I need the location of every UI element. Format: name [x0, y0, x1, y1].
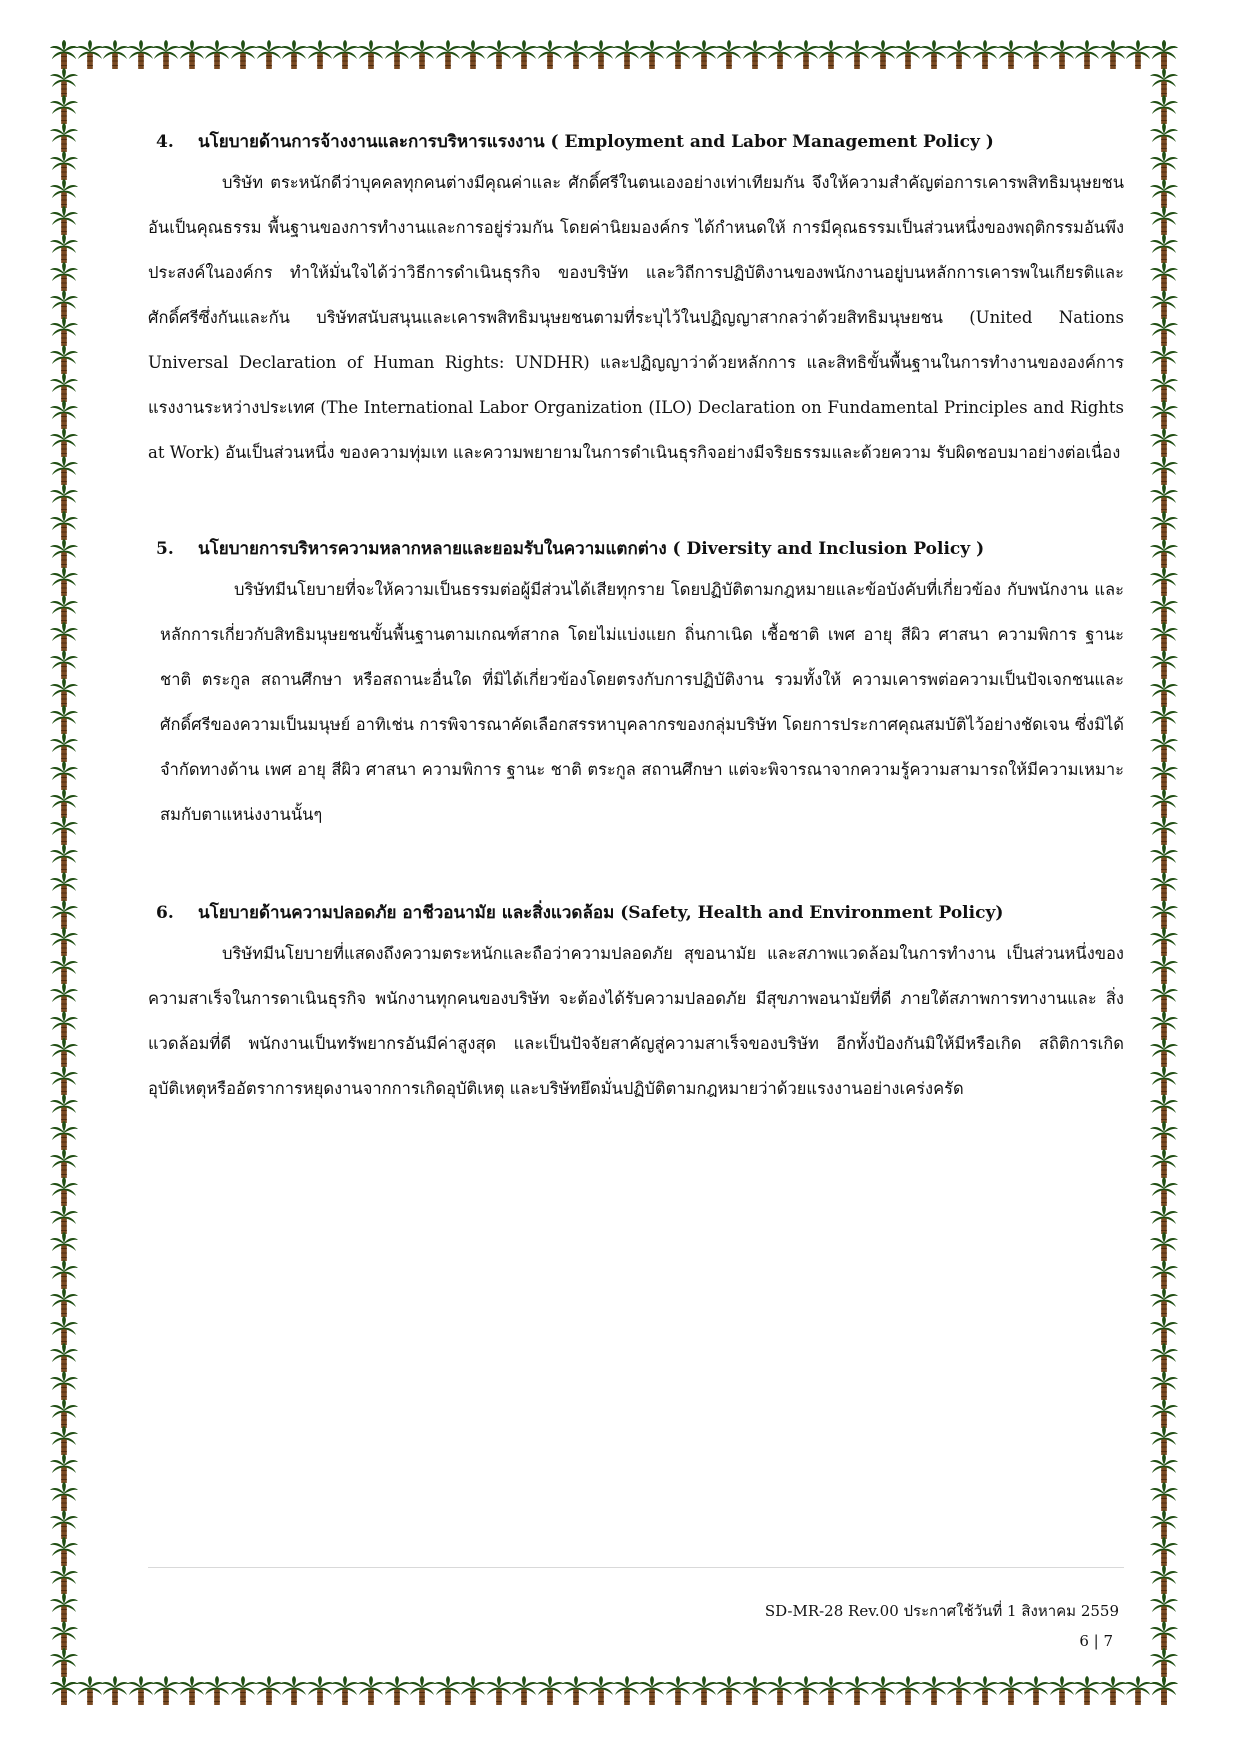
palm-tree-icon	[408, 1676, 436, 1705]
palm-tree-icon	[383, 1676, 411, 1705]
palm-tree-icon	[50, 1177, 78, 1206]
palm-tree-icon	[50, 1593, 78, 1622]
palm-tree-icon	[1150, 428, 1178, 457]
palm-tree-icon	[1150, 1232, 1178, 1261]
palm-tree-icon	[894, 1676, 922, 1705]
palm-tree-icon	[587, 1676, 615, 1705]
palm-tree-icon	[562, 40, 590, 69]
palm-tree-icon	[152, 1676, 180, 1705]
palm-tree-icon	[50, 40, 78, 69]
palm-tree-icon	[1150, 927, 1178, 956]
palm-tree-icon	[50, 733, 78, 762]
palm-tree-icon	[485, 1676, 513, 1705]
palm-tree-icon	[869, 1676, 897, 1705]
palm-tree-icon	[1150, 1648, 1178, 1677]
palm-tree-icon	[50, 1482, 78, 1511]
palm-tree-icon	[50, 68, 78, 97]
palm-tree-icon	[1150, 1316, 1178, 1345]
palm-tree-icon	[613, 1676, 641, 1705]
palm-tree-icon	[50, 1066, 78, 1095]
palm-tree-icon	[1150, 456, 1178, 485]
palm-tree-icon	[1124, 1676, 1152, 1705]
palm-tree-icon	[664, 40, 692, 69]
document-reference: SD-MR-28 Rev.00 ประกาศใช้วันที่ 1 สิงหาคม 2559	[764, 1602, 1119, 1620]
footer-divider	[148, 1567, 1124, 1568]
palm-tree-icon	[50, 95, 78, 124]
palm-tree-icon	[331, 1676, 359, 1705]
section-number: 5.	[156, 539, 174, 559]
palm-tree-icon	[1150, 206, 1178, 235]
palm-tree-icon	[1150, 151, 1178, 180]
palm-tree-icon	[485, 40, 513, 69]
section-diversity-policy	[148, 531, 1124, 837]
palm-tree-icon	[1150, 317, 1178, 346]
section-heading	[156, 895, 1124, 931]
palm-tree-icon	[50, 650, 78, 679]
palm-tree-icon	[50, 179, 78, 208]
palm-tree-icon	[1150, 1371, 1178, 1400]
palm-tree-icon	[50, 816, 78, 845]
palm-tree-icon	[50, 1510, 78, 1539]
palm-tree-icon	[1150, 123, 1178, 152]
palm-tree-icon	[1150, 1343, 1178, 1372]
section-title: นโยบายด้านการจ้างงานและการบริหารแรงงาน ( Employment and Labor Management Policy )	[198, 132, 994, 152]
palm-tree-icon	[843, 40, 871, 69]
palm-tree-icon	[1150, 290, 1178, 319]
palm-tree-icon	[357, 1676, 385, 1705]
palm-tree-icon	[50, 1121, 78, 1150]
palm-tree-icon	[920, 40, 948, 69]
palm-tree-icon	[50, 234, 78, 263]
palm-tree-icon	[255, 1676, 283, 1705]
palm-tree-icon	[1150, 511, 1178, 540]
palm-tree-icon	[1048, 40, 1076, 69]
palm-tree-icon	[536, 40, 564, 69]
palm-tree-icon	[50, 678, 78, 707]
palm-tree-icon	[50, 1205, 78, 1234]
palm-tree-icon	[50, 900, 78, 929]
palm-tree-icon	[1150, 650, 1178, 679]
palm-tree-icon	[1150, 373, 1178, 402]
palm-tree-icon	[101, 1676, 129, 1705]
palm-tree-icon	[50, 1676, 78, 1705]
palm-tree-icon	[331, 40, 359, 69]
palm-tree-icon	[1150, 345, 1178, 374]
palm-tree-icon	[1022, 40, 1050, 69]
palm-tree-icon	[1150, 95, 1178, 124]
palm-tree-icon	[50, 789, 78, 818]
palm-tree-icon	[971, 40, 999, 69]
palm-tree-icon	[1150, 900, 1178, 929]
palm-tree-icon	[1073, 1676, 1101, 1705]
palm-tree-icon	[1150, 400, 1178, 429]
section-title: นโยบายด้านความปลอดภัย อาชีวอนามัย และสิ่งแวดล้อม (Safety, Health and Environment Policy)	[198, 903, 1004, 923]
palm-border-top	[48, 40, 1180, 72]
palm-tree-icon	[50, 927, 78, 956]
palm-tree-icon	[50, 511, 78, 540]
palm-tree-icon	[50, 206, 78, 235]
palm-tree-icon	[152, 40, 180, 69]
palm-tree-icon	[1150, 1482, 1178, 1511]
palm-tree-icon	[50, 262, 78, 291]
palm-tree-icon	[920, 1676, 948, 1705]
palm-tree-icon	[50, 761, 78, 790]
palm-tree-icon	[50, 345, 78, 374]
palm-tree-icon	[510, 1676, 538, 1705]
palm-tree-icon	[536, 1676, 564, 1705]
palm-tree-icon	[50, 705, 78, 734]
palm-tree-icon	[50, 1454, 78, 1483]
palm-tree-icon	[50, 595, 78, 624]
palm-tree-icon	[1048, 1676, 1076, 1705]
palm-tree-icon	[869, 40, 897, 69]
palm-tree-icon	[50, 1149, 78, 1178]
palm-tree-icon	[50, 1316, 78, 1345]
palm-tree-icon	[50, 373, 78, 402]
palm-tree-icon	[1150, 1011, 1178, 1040]
palm-tree-icon	[306, 40, 334, 69]
palm-tree-icon	[664, 1676, 692, 1705]
page-number: 6 | 7	[1079, 1632, 1113, 1650]
palm-tree-icon	[1150, 40, 1178, 69]
palm-tree-icon	[1150, 983, 1178, 1012]
palm-tree-icon	[229, 40, 257, 69]
palm-tree-icon	[50, 1094, 78, 1123]
palm-tree-icon	[50, 622, 78, 651]
palm-tree-icon	[50, 1343, 78, 1372]
palm-tree-icon	[997, 40, 1025, 69]
palm-tree-icon	[50, 1426, 78, 1455]
palm-tree-icon	[255, 40, 283, 69]
palm-tree-icon	[50, 1648, 78, 1677]
palm-tree-icon	[715, 40, 743, 69]
palm-tree-icon	[178, 40, 206, 69]
palm-tree-icon	[1099, 40, 1127, 69]
palm-tree-icon	[1150, 1426, 1178, 1455]
palm-tree-icon	[587, 40, 615, 69]
palm-tree-icon	[50, 317, 78, 346]
palm-tree-icon	[50, 1288, 78, 1317]
section-heading	[156, 124, 1124, 160]
section-paragraph: บริษัทมีนโยบายที่จะให้ความเป็นธรรมต่อผู้มีส่วนได้เสียทุกราย โดยปฏิบัติตามกฎหมายและข้อบังคับที่เกี่ยวข้อง กับพนักงาน และหลักการเกี่ยวกับสิทธิมนุษยชนขั้นพื้นฐานตามเกณฑ์สากล โดยไม่แบ่งแยก ถิ่นกาเนิด เชื้อชาติ เพศ อายุ สีผิว ศาสนา ความพิการ ฐานะ ชาติ ตระกูล สถานศึกษา หรือสถานะอื่นใด ที่มิได้เกี่ยวข้องโดยตรงกับการปฏิบัติงาน รวมทั้งให้ ความเคารพต่อความเป็นปัจเจกชนและศักดิ์ศรีของความเป็นมนุษย์ อาทิเช่น การพิจารณาคัดเลือกสรรหาบุคลากรของกลุ่มบริษัท โดยการประกาศคุณสมบัติไว้อย่างชัดเจน ซึ่งมิได้จำกัดทางด้าน เพศ อายุ สีผิว ศาสนา ความพิการ ฐานะ ชาติ ตระกูล สถานศึกษา แต่จะพิจารณาจากความรู้ความสามารถให้มีความเหมาะสมกับตาแหน่งงานนั้นๆ	[160, 580, 1124, 824]
palm-tree-icon	[1150, 789, 1178, 818]
palm-tree-icon	[1150, 1121, 1178, 1150]
palm-tree-icon	[1150, 678, 1178, 707]
palm-tree-icon	[766, 1676, 794, 1705]
palm-tree-icon	[50, 1371, 78, 1400]
palm-tree-icon	[1150, 40, 1178, 69]
palm-tree-icon	[50, 844, 78, 873]
palm-tree-icon	[997, 1676, 1025, 1705]
palm-tree-icon	[1150, 1066, 1178, 1095]
palm-tree-icon	[741, 1676, 769, 1705]
palm-tree-icon	[383, 40, 411, 69]
palm-tree-icon	[50, 400, 78, 429]
palm-tree-icon	[1150, 1537, 1178, 1566]
palm-tree-icon	[1150, 1094, 1178, 1123]
palm-tree-icon	[1150, 1399, 1178, 1428]
palm-tree-icon	[50, 290, 78, 319]
palm-tree-icon	[76, 1676, 104, 1705]
section-paragraph: บริษัทมีนโยบายที่แสดงถึงความตระหนักและถือว่าความปลอดภัย สุขอนามัย และสภาพแวดล้อมในการทำงาน เป็นส่วนหนึ่งของความสาเร็จในการดาเนินธุรกิจ พนักงานทุกคนของบริษัท จะต้องได้รับความปลอดภัย มีสุขภาพอนามัยที่ดี ภายใต้สภาพการทางานและ สิ่งแวดล้อมที่ดี พนักงานเป็นทรัพยากรอันมีค่าสูงสุด และเป็นปัจจัยสาคัญสู่ความสาเร็จของบริษัท อีกทั้งป้องกันมิให้มีหรือเกิด สถิติการเกิดอุบัติเหตุหรืออัตราการหยุดงานจากการเกิดอุบัติเหตุ และบริษัทยึดมั่นปฏิบัติตามกฎหมายว่าด้วยแรงงานอย่างเคร่งครัด	[148, 944, 1124, 1098]
section-number: 4.	[156, 132, 174, 152]
palm-tree-icon	[894, 40, 922, 69]
document-body	[148, 124, 1124, 1111]
palm-tree-icon	[792, 1676, 820, 1705]
palm-tree-icon	[510, 40, 538, 69]
palm-tree-icon	[1150, 567, 1178, 596]
palm-tree-icon	[1150, 234, 1178, 263]
palm-tree-icon	[1150, 595, 1178, 624]
palm-tree-icon	[50, 40, 78, 69]
palm-tree-icon	[50, 567, 78, 596]
palm-tree-icon	[1150, 733, 1178, 762]
palm-tree-icon	[638, 40, 666, 69]
section-employment-policy	[148, 124, 1124, 475]
palm-tree-icon	[1150, 539, 1178, 568]
palm-tree-icon	[127, 40, 155, 69]
section-safety-policy	[148, 895, 1124, 1111]
palm-tree-icon	[50, 983, 78, 1012]
section-paragraph: บริษัท ตระหนักดีว่าบุคคลทุกคนต่างมีคุณค่าและ ศักดิ์ศรีในตนเองอย่างเท่าเทียมกัน จึงให้ความสำคัญต่อการเคารพสิทธิมนุษยชน อันเป็นคุณธรรม พื้นฐานของการทำงานและการอยู่ร่วมกัน โดยค่านิยมองค์กร ได้กำหนดให้ การมีคุณธรรมเป็นส่วนหนึ่งของพฤติกรรมอันพึงประสงค์ในองค์กร ทำให้มั่นใจได้ว่าวิธีการดำเนินธุรกิจ ของบริษัท และวิถีการปฏิบัติงานของพนักงานอยู่บนหลักการเคารพในเกียรติและศักดิ์ศรีซึ่งกันและกัน บริษัทสนับสนุนและเคารพสิทธิมนุษยชนตามที่ระบุไว้ในปฏิญญาสากลว่าด้วยสิทธิมนุษยชน (United Nations Universal Declaration of Human Rights: UNDHR) และปฏิญญาว่าด้วยหลักการ และสิทธิขั้นพื้นฐานในการทำงานขององค์การแรงงานระหว่างประเทศ (The International Labor Organization (ILO) Declaration on Fundamental Principles and Rights at Work) อันเป็นส่วนหนึ่ง ของความทุ่มเท และความพยายามในการดำเนินธุรกิจอย่างมีจริยธรรมและด้วยความ รับผิดชอบมาอย่างต่อเนื่อง	[148, 173, 1124, 462]
palm-tree-icon	[562, 1676, 590, 1705]
palm-tree-icon	[408, 40, 436, 69]
section-number: 6.	[156, 903, 174, 923]
palm-tree-icon	[50, 1565, 78, 1594]
palm-tree-icon	[690, 40, 718, 69]
palm-tree-icon	[1150, 1454, 1178, 1483]
palm-tree-icon	[280, 40, 308, 69]
palm-tree-icon	[50, 955, 78, 984]
palm-tree-icon	[715, 1676, 743, 1705]
palm-tree-icon	[50, 1260, 78, 1289]
palm-tree-icon	[1150, 1038, 1178, 1067]
palm-tree-icon	[1150, 1205, 1178, 1234]
palm-tree-icon	[1150, 68, 1178, 97]
palm-tree-icon	[1099, 1676, 1127, 1705]
section-heading	[156, 531, 1124, 567]
palm-tree-icon	[178, 1676, 206, 1705]
palm-border-bottom	[48, 1676, 1180, 1708]
palm-tree-icon	[101, 40, 129, 69]
palm-tree-icon	[1150, 705, 1178, 734]
palm-tree-icon	[50, 1399, 78, 1428]
palm-tree-icon	[50, 428, 78, 457]
palm-tree-icon	[50, 151, 78, 180]
palm-tree-icon	[1150, 179, 1178, 208]
palm-tree-icon	[1150, 1676, 1178, 1705]
palm-tree-icon	[1150, 1676, 1178, 1705]
palm-tree-icon	[459, 1676, 487, 1705]
palm-tree-icon	[76, 40, 104, 69]
palm-tree-icon	[792, 40, 820, 69]
palm-tree-icon	[1150, 1288, 1178, 1317]
palm-tree-icon	[1124, 40, 1152, 69]
palm-border-left	[48, 40, 80, 1708]
palm-tree-icon	[1150, 816, 1178, 845]
palm-border-right	[1148, 40, 1180, 1708]
palm-tree-icon	[50, 484, 78, 513]
palm-tree-icon	[1150, 844, 1178, 873]
palm-tree-icon	[50, 872, 78, 901]
palm-tree-icon	[1150, 622, 1178, 651]
palm-tree-icon	[1150, 1177, 1178, 1206]
palm-tree-icon	[1150, 1593, 1178, 1622]
palm-tree-icon	[50, 456, 78, 485]
palm-tree-icon	[1150, 1621, 1178, 1650]
palm-tree-icon	[50, 1537, 78, 1566]
palm-tree-icon	[357, 40, 385, 69]
palm-tree-icon	[1022, 1676, 1050, 1705]
palm-tree-icon	[1150, 1510, 1178, 1539]
palm-tree-icon	[1150, 1260, 1178, 1289]
palm-tree-icon	[817, 1676, 845, 1705]
palm-tree-icon	[1150, 1149, 1178, 1178]
palm-tree-icon	[280, 1676, 308, 1705]
palm-tree-icon	[50, 1038, 78, 1067]
palm-tree-icon	[50, 1676, 78, 1705]
palm-tree-icon	[945, 40, 973, 69]
palm-tree-icon	[50, 1011, 78, 1040]
palm-tree-icon	[766, 40, 794, 69]
palm-tree-icon	[1150, 872, 1178, 901]
palm-tree-icon	[971, 1676, 999, 1705]
palm-tree-icon	[1150, 484, 1178, 513]
palm-tree-icon	[638, 1676, 666, 1705]
palm-tree-icon	[306, 1676, 334, 1705]
palm-tree-icon	[1150, 1565, 1178, 1594]
palm-tree-icon	[945, 1676, 973, 1705]
palm-tree-icon	[1073, 40, 1101, 69]
palm-tree-icon	[50, 1232, 78, 1261]
palm-tree-icon	[690, 1676, 718, 1705]
palm-tree-icon	[613, 40, 641, 69]
palm-tree-icon	[459, 40, 487, 69]
palm-tree-icon	[434, 1676, 462, 1705]
palm-tree-icon	[127, 1676, 155, 1705]
section-title: นโยบายการบริหารความหลากหลายและยอมรับในความแตกต่าง ( Diversity and Inclusion Policy )	[198, 539, 985, 559]
palm-tree-icon	[843, 1676, 871, 1705]
palm-tree-icon	[203, 40, 231, 69]
palm-tree-icon	[203, 1676, 231, 1705]
palm-tree-icon	[1150, 761, 1178, 790]
palm-tree-icon	[434, 40, 462, 69]
palm-tree-icon	[1150, 955, 1178, 984]
palm-tree-icon	[1150, 262, 1178, 291]
palm-tree-icon	[817, 40, 845, 69]
palm-tree-icon	[50, 539, 78, 568]
palm-tree-icon	[50, 1621, 78, 1650]
palm-tree-icon	[741, 40, 769, 69]
palm-tree-icon	[50, 123, 78, 152]
palm-tree-icon	[229, 1676, 257, 1705]
